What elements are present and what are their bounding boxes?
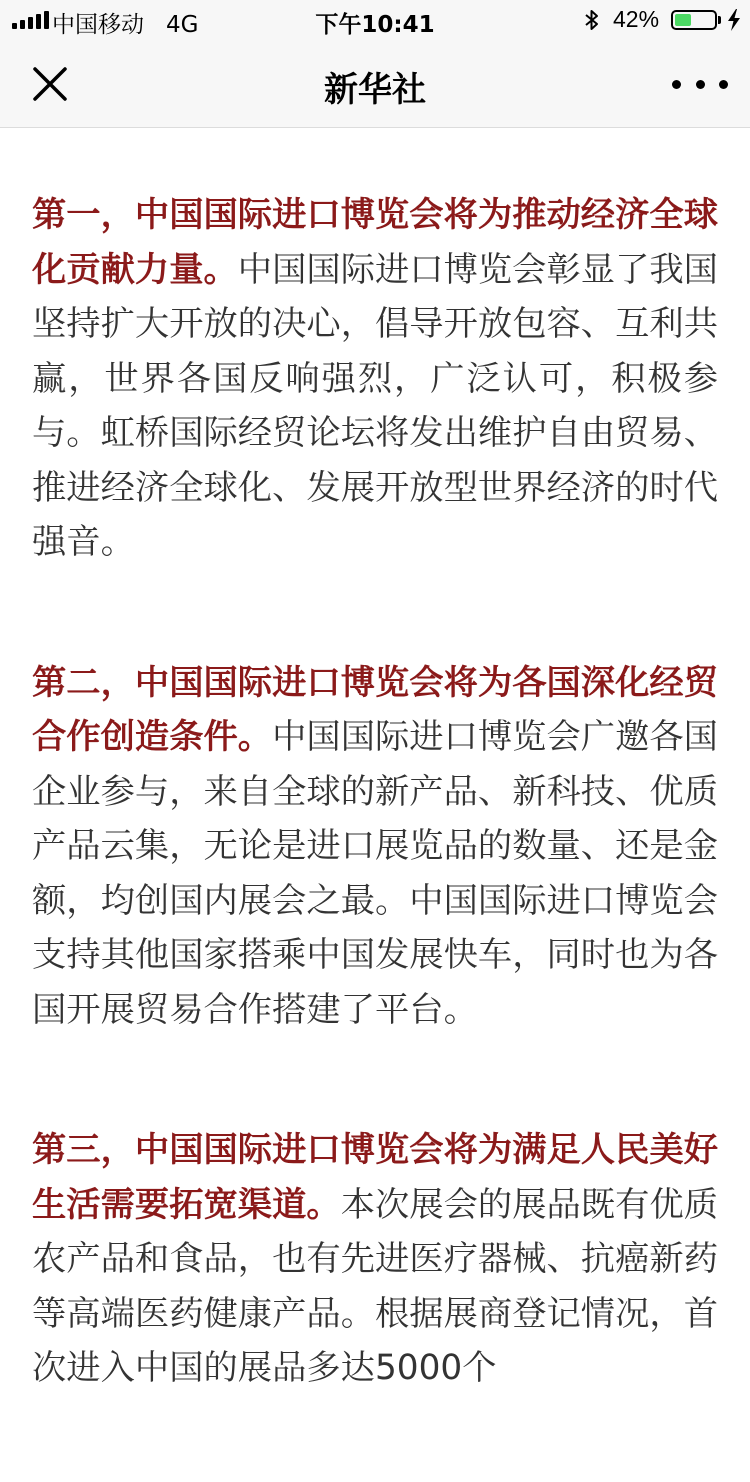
paragraph-lead: 第三，中国国际进口博览会将为满足人民美好生活需要拓宽渠道。	[32, 1130, 718, 1225]
paragraph-body: 本次展会的展品既有优质农产品和食品，也有先进医疗器械、抗癌新药等高端医药健康产品。根据展商登记情况，首次进入中国的展品多达5000个	[32, 1184, 718, 1388]
paragraph-lead: 第一，中国国际进口博览会将为推动经济全球化贡献力量。	[32, 195, 718, 290]
paragraph-lead: 第二，中国国际进口博览会将为各国深化经贸合作创造条件。	[32, 662, 718, 757]
page-title: 新华社	[324, 70, 426, 110]
more-dots-icon	[672, 80, 681, 89]
charging-bolt-icon	[727, 9, 741, 31]
more-options-button[interactable]	[672, 62, 728, 106]
nav-bar	[0, 40, 750, 128]
bluetooth-icon	[583, 8, 601, 32]
more-dots-icon	[696, 80, 705, 89]
battery-percent: 42%	[613, 6, 660, 32]
paragraph-body: 中国国际进口博览会彰显了我国坚持扩大开放的决心，倡导开放包容、互利共赢，世界各国反响强烈，广泛认可，积极参与。虹桥国际经贸论坛将发出维护自由贸易、推进经济全球化、发展开放型世界经济的时代强音。	[32, 249, 718, 562]
paragraph-body: 中国国际进口博览会广邀各国企业参与，来自全球的新产品、新科技、优质产品云集，无论是进口展览品的数量、还是金额，均创国内展会之最。中国国际进口博览会支持其他国家搭乘中国发展快车，同时也为各国开展贸易合作搭建了平台。	[32, 717, 718, 1030]
article-paragraph	[32, 188, 718, 570]
article-paragraph	[32, 656, 718, 1038]
status-time: 下午10:41	[315, 12, 435, 38]
network-type: 4G	[165, 12, 199, 38]
carrier-name: 中国移动	[52, 12, 144, 38]
article-body	[32, 188, 718, 1482]
battery-level-fill	[675, 14, 691, 26]
battery-tip	[718, 16, 721, 24]
battery-icon	[671, 10, 717, 30]
status-bar	[0, 0, 750, 40]
more-dots-icon	[719, 80, 728, 89]
article-paragraph	[32, 1123, 718, 1396]
